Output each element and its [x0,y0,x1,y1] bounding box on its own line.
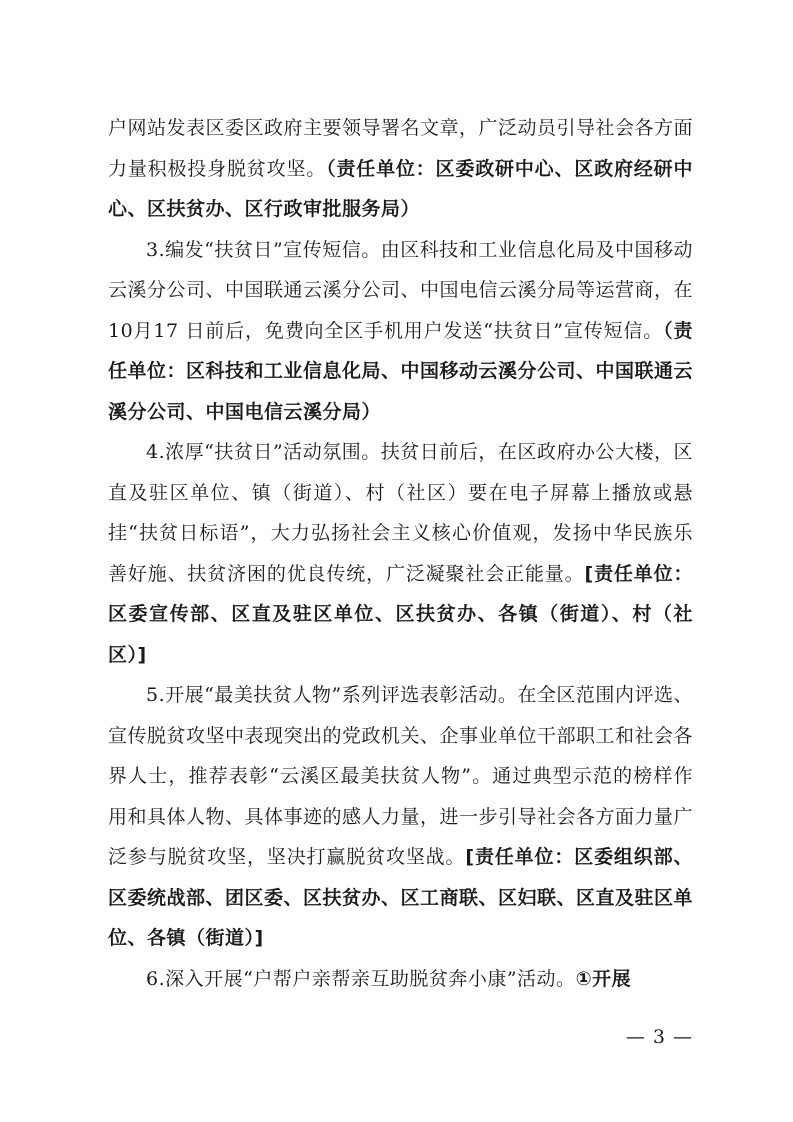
paragraph-2 [108,230,693,433]
paragraph-2-text: 3.编发“扶贫日”宣传短信。由区科技和工业信息化局及中国移动云溪分公司、中国联通云溪分公司、中国电信云溪分局等运营商，在 10月17 日前后，免费向全区手机用户发送“扶贫日”宣传短信。 [108,238,694,342]
paragraph-5 [108,959,693,1000]
document-body [108,108,693,999]
paragraph-3 [108,432,693,675]
paragraph-4-text: 5.开展“最美扶贫人物”系列评选表彰活动。在全区范围内评选、宣传脱贫攻坚中表现突出的党政机关、企事业单位干部职工和社会各界人士，推荐表彰“云溪区最美扶贫人物”。通过典型示范的榜样作用和具体人物、具体事迹的感人力量，进一步引导社会各方面力量广泛参与脱贫攻坚，坚决打赢脱贫攻坚战。 [108,684,694,868]
paragraph-3-responsible-units: [责任单位：区委宣传部、区直及驻区单位、区扶贫办、各镇（街道）、村（社区）] [108,562,693,666]
paragraph-1 [108,108,693,230]
page-number: — 3 — [625,1026,693,1048]
paragraph-4 [108,675,693,959]
paragraph-5-text: 6.深入开展“户帮户亲帮亲互助脱贫奔小康”活动。 [146,967,576,990]
paragraph-2-responsible-units: （责任单位：区科技和工业信息化局、中国移动云溪分公司、中国联通云溪分公司、中国电信云溪分局） [108,319,694,423]
paragraph-1-responsible-units: （责任单位：区委政研中心、区政府经研中心、区扶贫办、区行政审批服务局） [108,157,693,220]
paragraph-3-text: 4.浓厚“扶贫日”活动氛围。扶贫日前后，在区政府办公大楼，区直及驻区单位、镇（街道）、村（社区）要在电子屏幕上播放或悬挂“扶贫日标语”，大力弘扬社会主义核心价值观，发扬中华民族乐善好施、扶贫济困的优良传统，广泛凝聚社会正能量。 [108,441,693,585]
paragraph-4-responsible-units: [责任单位：区委组织部、区委统战部、团区委、区扶贫办、区工商联、区妇联、区直及驻区单位、各镇（街道）] [108,846,694,949]
paragraph-5-bold-start: ①开展 [575,967,632,990]
paragraph-1-text: 户网站发表区委区政府主要领导署名文章，广泛动员引导社会各方面力量积极投身脱贫攻坚。 [108,117,694,180]
